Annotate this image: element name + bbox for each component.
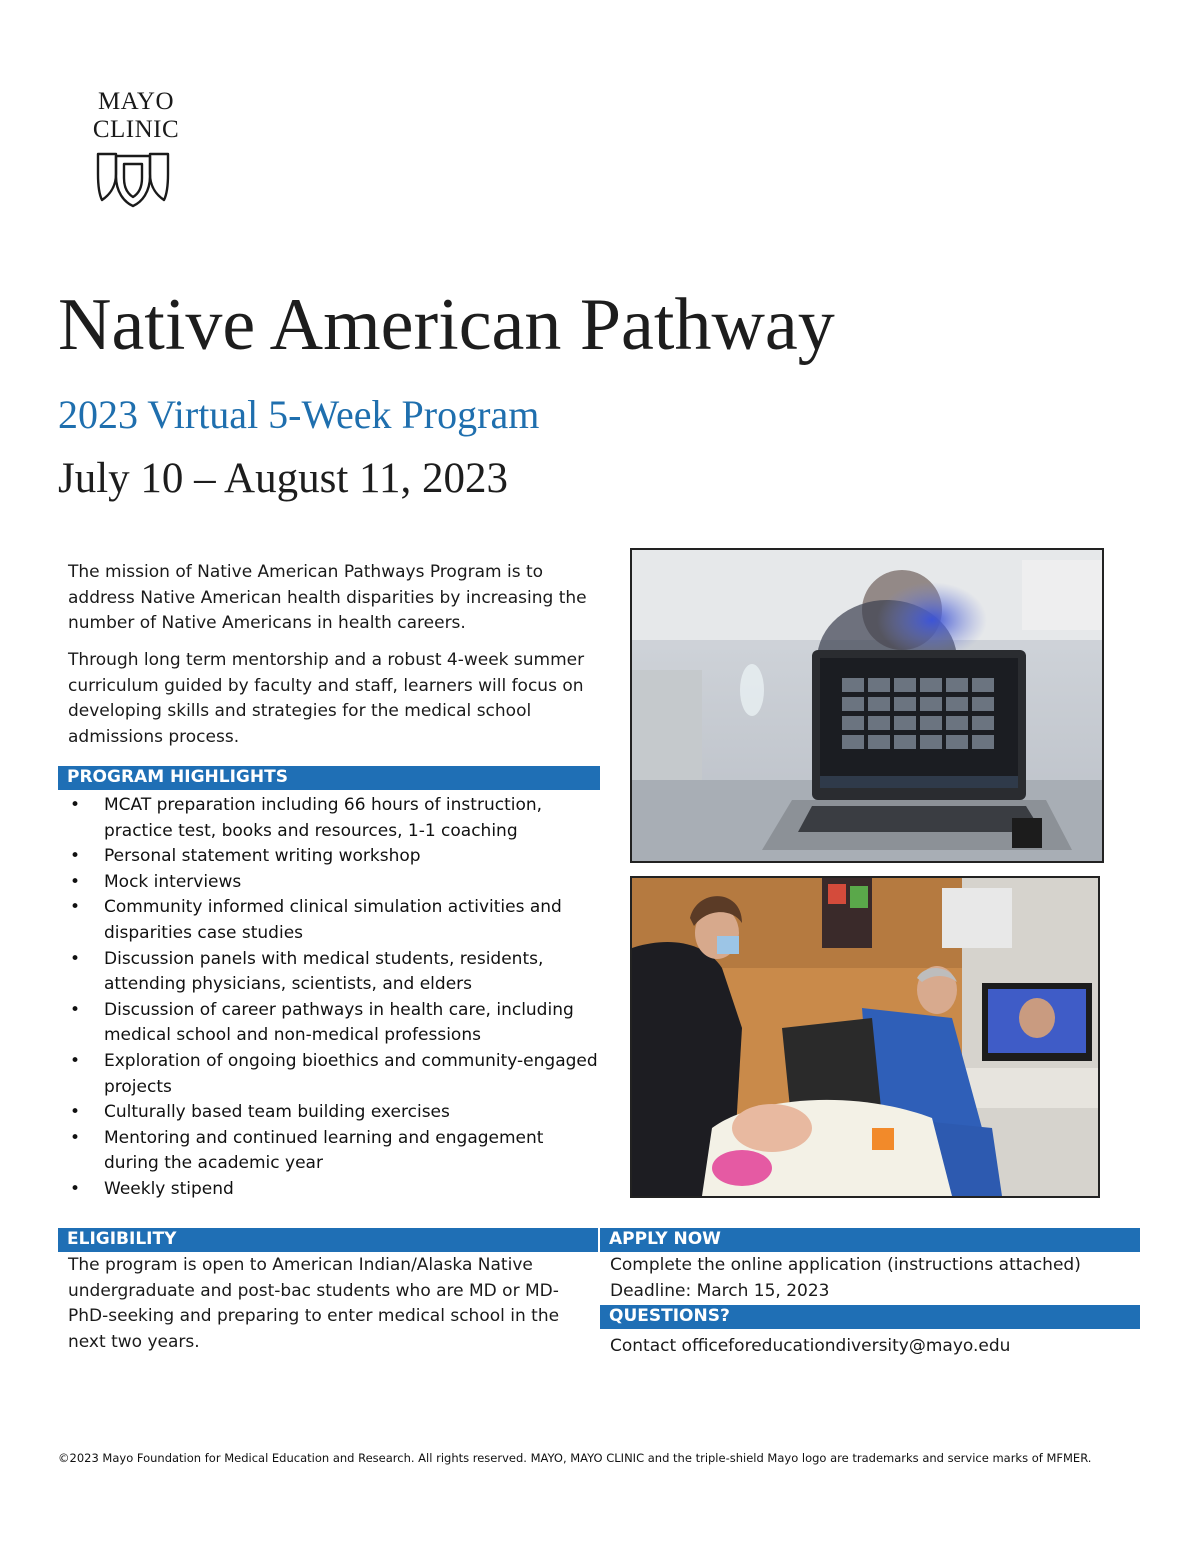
list-item: • Personal statement writing workshop — [58, 844, 598, 870]
page-title: Native American Pathway — [58, 284, 835, 366]
list-item: • Discussion panels with medical students, residents, attending physicians, scientists, and elders — [58, 947, 598, 998]
clinical-simulation-photo — [630, 876, 1100, 1198]
copyright-footer: ©2023 Mayo Foundation for Medical Education and Research. All rights reserved. MAYO, MAYO CLINIC and the triple-shield Mayo logo are trademarks and service marks of MFMER. — [58, 1451, 1092, 1465]
laptop-photo-illustration — [632, 550, 1102, 861]
page-subtitle: 2023 Virtual 5-Week Program — [58, 392, 540, 437]
questions-heading: QUESTIONS? — [600, 1305, 1140, 1329]
list-item: • Mentoring and continued learning and engagement during the academic year — [58, 1126, 598, 1177]
simulation-photo-illustration — [632, 878, 1098, 1196]
contact-email[interactable]: Contact officeforeducationdiversity@mayo.edu — [610, 1336, 1011, 1356]
logo-line-1: MAYO — [97, 88, 175, 115]
eligibility-text: The program is open to American Indian/Alaska Native undergraduate and post-bac students who are MD or MD-PhD-seeking and preparing to enter medical school in the next two years. — [68, 1255, 560, 1352]
triple-shield-icon — [96, 150, 170, 208]
list-item: • Weekly stipend — [58, 1177, 598, 1203]
laptop-video-call-photo — [630, 548, 1104, 863]
list-item: • Exploration of ongoing bioethics and community-engaged projects — [58, 1049, 598, 1100]
apply-now-heading: APPLY NOW — [600, 1228, 1140, 1252]
list-item: • Discussion of career pathways in health care, including medical school and non-medical professions — [58, 998, 598, 1049]
eligibility-heading: ELIGIBILITY — [58, 1228, 598, 1252]
program-highlights-heading: PROGRAM HIGHLIGHTS — [58, 766, 600, 790]
list-item: • Community informed clinical simulation activities and disparities case studies — [58, 895, 598, 946]
apply-instructions: Complete the online application (instructions attached) — [610, 1255, 1081, 1275]
logo-line-2: CLINIC — [92, 116, 180, 143]
program-dates: July 10 – August 11, 2023 — [58, 455, 508, 502]
list-item: • Culturally based team building exercises — [58, 1100, 598, 1126]
mayo-clinic-logo — [86, 88, 186, 144]
apply-deadline: Deadline: March 15, 2023 — [610, 1281, 830, 1301]
list-item: • Mock interviews — [58, 870, 598, 896]
curriculum-paragraph: Through long term mentorship and a robust 4-week summer curriculum guided by faculty and staff, learners will focus on developing skills and strategies for the medical school admissions process. — [68, 650, 585, 747]
list-item: • MCAT preparation including 66 hours of instruction, practice test, books and resources, 1-1 coaching — [58, 793, 598, 844]
mission-paragraph: The mission of Native American Pathways Program is to address Native American health disparities by increasing the number of Native Americans in health careers. — [68, 562, 587, 633]
program-highlights-list — [58, 793, 598, 1203]
